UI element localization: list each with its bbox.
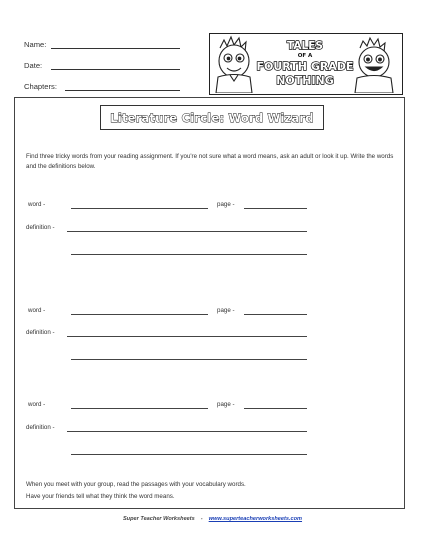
definition-label: definition - [26,224,55,231]
definition-line[interactable] [67,231,307,232]
chapters-field [24,82,57,91]
page-line[interactable] [244,408,307,409]
word-line[interactable] [71,208,208,209]
svg-text:TALES: TALES [287,40,323,52]
worksheet-title-box [100,105,324,130]
closing-line-1: When you meet with your group, read the passages with your vocabulary words. [26,481,246,488]
page-line[interactable] [244,208,307,209]
word-label: word - [28,201,46,208]
definition-line[interactable] [71,454,307,455]
book-logo-art [210,34,401,93]
svg-text:FOURTH GRADE: FOURTH GRADE [256,60,354,73]
name-input-line[interactable] [51,48,180,49]
book-logo [209,33,403,95]
definition-line[interactable] [71,254,307,255]
worksheet-title: Literature Circle: Word Wizard [110,110,314,125]
word-line[interactable] [71,408,208,409]
date-field [24,61,42,70]
chapters-label: Chapters: [24,82,57,91]
footer-brand: Super Teacher Worksheets [122,516,195,522]
definition-label: definition - [26,424,55,431]
closing-instructions [26,479,396,503]
name-label: Name: [24,40,47,49]
name-field [24,40,46,49]
book-title-lettering [257,40,354,87]
date-label: Date: [24,61,43,70]
footer [0,516,425,522]
date-input-line[interactable] [51,69,180,70]
definition-label: definition - [26,329,55,336]
definition-line[interactable] [67,431,307,432]
svg-text:NOTHING: NOTHING [276,74,334,87]
instructions: Find three tricky words from your reading assignment. If you're not sure what a word means, ask an adult or look it up. Write the words and the definitions below. [26,153,394,170]
page-label: page - [217,307,235,314]
definition-line[interactable] [71,359,307,360]
word-label: word - [28,401,46,408]
word-line[interactable] [71,314,208,315]
word-label: word - [28,307,46,314]
closing-line-2: Have your friends tell what they think the word means. [26,493,175,500]
definition-line[interactable] [67,336,307,337]
chapters-input-line[interactable] [65,90,180,91]
page-label: page - [217,201,235,208]
footer-separator: - [200,516,203,522]
right-character-icon [355,38,393,93]
left-character-icon [216,37,252,93]
page-line[interactable] [244,314,307,315]
page-label: page - [217,401,235,408]
svg-text:OF A: OF A [297,53,313,59]
footer-url-link[interactable]: www.superteacherworksheets.com [208,516,303,522]
